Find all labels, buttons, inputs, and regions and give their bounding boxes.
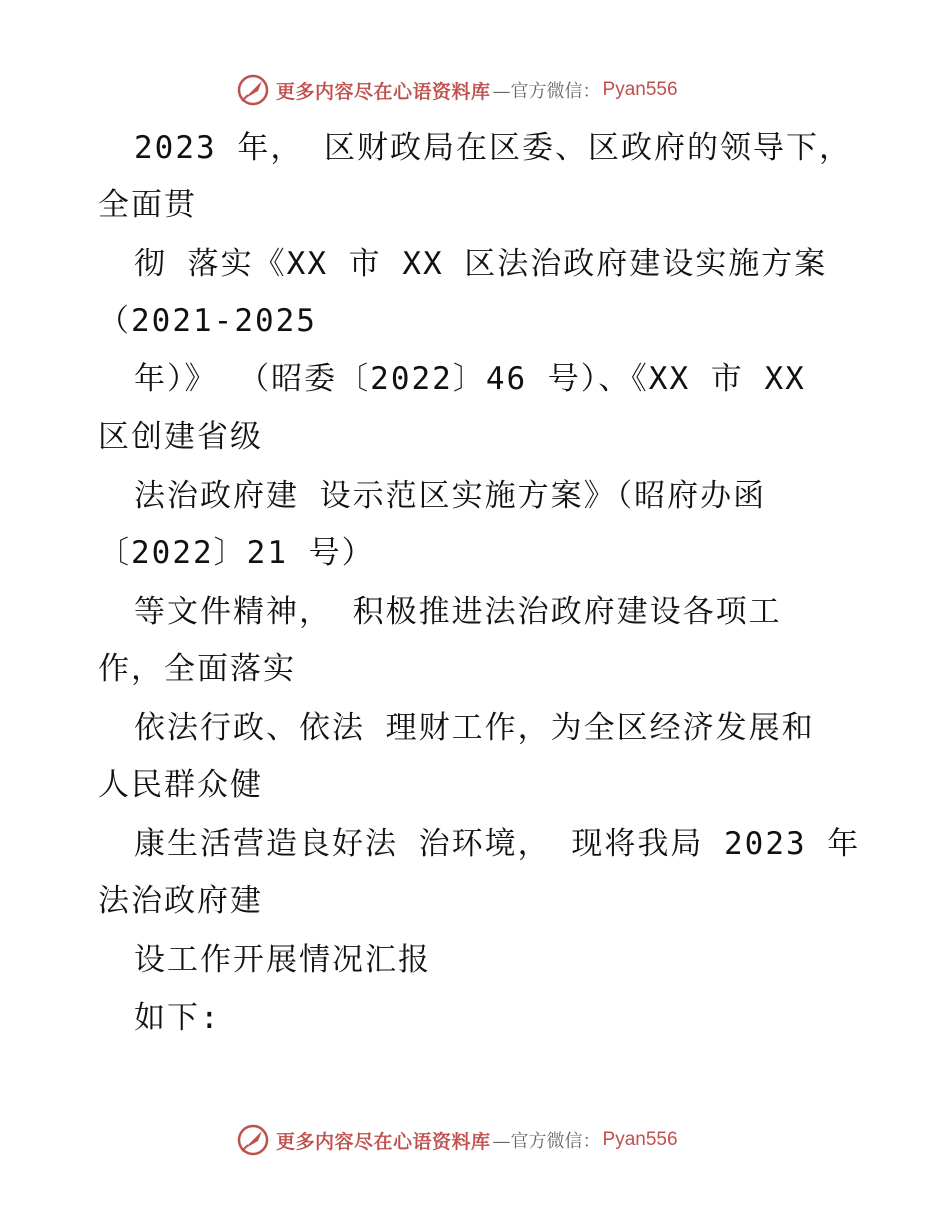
paragraph-line: （2021-2025 (98, 303, 317, 339)
header-watermark (236, 72, 678, 108)
watermark-wechat-id: Pyan556 (602, 79, 678, 100)
paragraph-line: 设工作开展情况汇报 (134, 942, 431, 978)
paragraph-line: 依法行政、依法 理财工作，为全区经济发展和 (134, 710, 815, 746)
paragraph-line: 作，全面落实 (98, 651, 296, 687)
paragraph-line: 如下: (134, 1000, 221, 1036)
quill-logo-icon (236, 1123, 270, 1157)
paragraph-line: 等文件精神， 积极推进法治政府建设各项工 (134, 594, 782, 630)
paragraph-line: 〔2022〕21 号） (98, 535, 375, 571)
footer-watermark (236, 1122, 678, 1158)
quill-logo-icon (236, 73, 270, 107)
paragraph-line: 法治政府建 (98, 883, 263, 919)
watermark-main-text: 更多内容尽在心语资料库 (276, 80, 491, 103)
paragraph-line: 年）》 （昭委〔2022〕46 号）、《XX 市 XX (134, 361, 806, 397)
paragraph-line: 法治政府建 设示范区实施方案》（昭府办函 (134, 478, 767, 514)
watermark-dash-text: —官方微信： (492, 1131, 601, 1152)
paragraph-line: 全面贯 (98, 187, 197, 223)
paragraph-line: 2023 年， 区财政局在区委、区政府的领导下， (134, 130, 852, 166)
watermark-main-text: 更多内容尽在心语资料库 (276, 1130, 491, 1153)
paragraph-line: 康生活营造良好法 治环境， 现将我局 2023 年 (134, 826, 861, 862)
watermark-dash-text: —官方微信： (492, 81, 601, 102)
watermark-wechat-id: Pyan556 (602, 1129, 678, 1150)
paragraph-line: 区创建省级 (98, 419, 263, 455)
paragraph-line: 彻 落实《XX 市 XX 区法治政府建设实施方案 (134, 246, 828, 282)
paragraph-line: 人民群众健 (98, 767, 263, 803)
